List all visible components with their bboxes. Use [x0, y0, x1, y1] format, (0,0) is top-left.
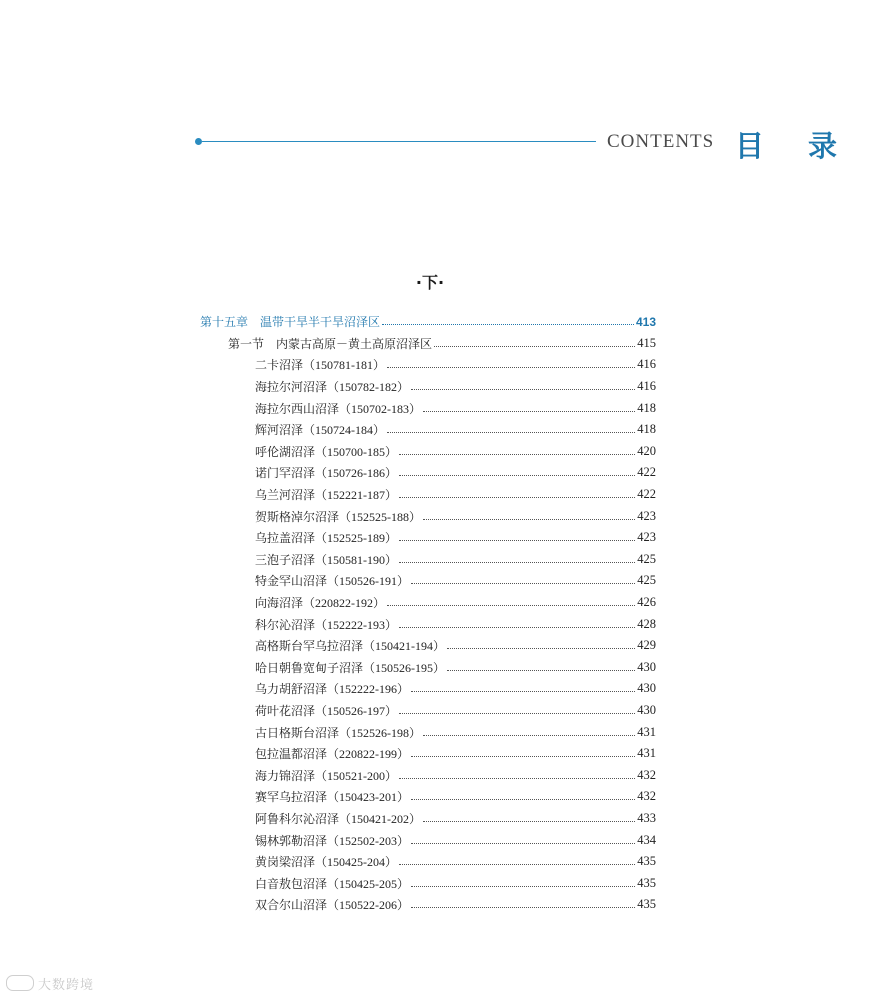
entry-title	[200, 702, 397, 719]
toc-entry[interactable]	[200, 441, 656, 463]
entry-title	[200, 810, 421, 827]
dot-leader	[387, 432, 635, 433]
toc-entry[interactable]	[200, 527, 656, 549]
entry-code: （150700-185）	[315, 444, 398, 459]
entry-name: 乌拉盖沼泽	[255, 531, 316, 546]
entry-page: 431	[637, 724, 656, 739]
toc-entry[interactable]	[200, 743, 656, 765]
dot-leader	[411, 691, 635, 692]
toc-entry[interactable]	[200, 764, 656, 786]
dot-leader	[423, 821, 635, 822]
dot-leader	[411, 756, 635, 757]
entry-name: 赛罕乌拉沼泽	[255, 790, 328, 805]
entry-title	[200, 443, 397, 460]
entry-name: 海拉尔河沼泽	[255, 380, 328, 395]
entry-title	[200, 875, 409, 892]
entry-title	[200, 637, 445, 654]
entry-name: 阿鲁科尔沁沼泽	[255, 811, 340, 826]
entry-page: 428	[637, 616, 656, 631]
dot-leader	[399, 454, 635, 455]
entry-name: 荷叶花沼泽	[255, 703, 316, 718]
dot-leader	[399, 475, 635, 476]
entry-title	[200, 724, 421, 741]
entry-code: （152525-188）	[339, 509, 422, 524]
entry-code: （152221-187）	[315, 488, 398, 503]
dot-leader	[399, 627, 635, 628]
entry-page: 422	[637, 465, 656, 480]
entry-name: 科尔沁沼泽	[255, 617, 316, 632]
toc-entry[interactable]	[200, 376, 656, 398]
entry-name: 贺斯格淖尔沼泽	[255, 509, 340, 524]
toc-entry[interactable]	[200, 678, 656, 700]
entry-page: 418	[637, 422, 656, 437]
entry-code: （220822-192）	[303, 596, 386, 611]
entry-title	[200, 594, 385, 611]
toc-entry[interactable]	[200, 635, 656, 657]
entry-title	[200, 788, 409, 805]
entry-code: （150581-190）	[315, 552, 398, 567]
toc-entry[interactable]	[200, 657, 656, 679]
entry-page: 432	[637, 789, 656, 804]
entry-name: 海拉尔西山沼泽	[255, 401, 340, 416]
chapter-title: 第十五章 温带干旱半干旱沼泽区	[200, 315, 381, 330]
toc-entry[interactable]	[200, 505, 656, 527]
dot-leader	[411, 389, 635, 390]
toc-entry[interactable]	[200, 851, 656, 873]
entry-title	[200, 486, 397, 503]
entry-title	[200, 400, 421, 417]
dot-leader	[411, 799, 635, 800]
entry-code: （152222-196）	[327, 682, 410, 697]
entry-title	[200, 551, 397, 568]
entry-code: （150423-201）	[327, 790, 410, 805]
entry-name: 哈日朝鲁宽甸子沼泽	[255, 660, 364, 675]
toc-entry[interactable]	[200, 829, 656, 851]
entry-page: 422	[637, 487, 656, 502]
toc-entry[interactable]	[200, 872, 656, 894]
dot-leader	[423, 411, 635, 412]
entry-page: 435	[637, 897, 656, 912]
entry-page: 416	[637, 379, 656, 394]
entry-title	[200, 767, 397, 784]
entry-code: （150421-194）	[363, 639, 446, 654]
toc-entry[interactable]	[200, 613, 656, 635]
entry-page: 423	[637, 508, 656, 523]
entry-page: 423	[637, 530, 656, 545]
chapter-page: 413	[635, 314, 656, 329]
entry-name: 黄岗梁沼泽	[255, 855, 316, 870]
toc-entry[interactable]	[200, 462, 656, 484]
toc-entry[interactable]	[200, 419, 656, 441]
entry-name: 诺门罕沼泽	[255, 466, 316, 481]
dot-leader	[411, 843, 635, 844]
toc-entry[interactable]	[200, 894, 656, 916]
entry-code: （152525-189）	[315, 531, 398, 546]
entry-code: （150782-182）	[327, 380, 410, 395]
table-of-contents	[200, 311, 656, 916]
toc-entry[interactable]	[200, 808, 656, 830]
entry-code: （150726-186）	[315, 466, 398, 481]
entry-code: （220822-199）	[327, 747, 410, 762]
entry-page: 435	[637, 854, 656, 869]
entry-name: 双合尔山沼泽	[255, 898, 328, 913]
header-dot	[195, 138, 202, 145]
section-page: 415	[637, 335, 656, 350]
entry-page: 430	[637, 659, 656, 674]
entry-title	[200, 529, 397, 546]
entry-title	[200, 572, 409, 589]
toc-entries	[200, 354, 656, 915]
dot-leader	[411, 583, 635, 584]
toc-section[interactable]	[200, 333, 656, 355]
toc-entry[interactable]	[200, 397, 656, 419]
entry-code: （150425-205）	[327, 876, 410, 891]
section-title: 第一节 内蒙古高原－黄土高原沼泽区	[228, 336, 433, 351]
watermark	[6, 974, 94, 993]
entry-code: （152502-203）	[327, 833, 410, 848]
entry-title	[200, 896, 409, 913]
dot-leader	[399, 562, 635, 563]
entry-page: 426	[637, 595, 656, 610]
dot-leader	[399, 713, 635, 714]
entry-code: （152222-193）	[315, 617, 398, 632]
entry-name: 二卡沼泽	[255, 358, 304, 373]
entry-page: 420	[637, 443, 656, 458]
entry-code: （152526-198）	[339, 725, 422, 740]
entry-page: 431	[637, 746, 656, 761]
dot-leader	[387, 605, 635, 606]
entry-title	[200, 616, 397, 633]
entry-page: 434	[637, 832, 656, 847]
toc-entry[interactable]	[200, 570, 656, 592]
entry-page: 429	[637, 638, 656, 653]
entry-name: 乌兰河沼泽	[255, 488, 316, 503]
entry-code: （150526-195）	[363, 660, 446, 675]
entry-name: 白音敖包沼泽	[255, 876, 328, 891]
toc-entry[interactable]	[200, 592, 656, 614]
entry-page: 432	[637, 767, 656, 782]
dot-leader	[382, 324, 634, 325]
dot-leader	[411, 886, 635, 887]
entry-code: （150781-181）	[303, 358, 386, 373]
entry-name: 呼伦湖沼泽	[255, 444, 316, 459]
entry-code: （150526-197）	[315, 703, 398, 718]
toc-entry[interactable]	[200, 549, 656, 571]
entry-title	[200, 853, 397, 870]
toc-entry[interactable]	[200, 354, 656, 376]
watermark-logo-icon	[6, 975, 34, 991]
header-rule	[202, 141, 596, 142]
dot-leader	[447, 648, 635, 649]
dot-leader	[387, 367, 635, 368]
dot-leader	[447, 670, 635, 671]
watermark-text: 大数跨境	[38, 978, 95, 993]
entry-page: 416	[637, 357, 656, 372]
contents-label: CONTENTS	[607, 131, 715, 152]
entry-name: 辉河沼泽	[255, 423, 304, 438]
entry-title	[200, 659, 445, 676]
entry-title	[200, 680, 409, 697]
dot-leader	[434, 346, 635, 347]
dot-leader	[399, 864, 635, 865]
dot-leader	[423, 735, 635, 736]
entry-page: 430	[637, 702, 656, 717]
entry-name: 特金罕山沼泽	[255, 574, 328, 589]
toc-entry[interactable]	[200, 484, 656, 506]
entry-page: 435	[637, 875, 656, 890]
contents-header	[195, 124, 881, 163]
entry-name: 包拉温都沼泽	[255, 747, 328, 762]
dot-leader	[411, 907, 635, 908]
entry-title	[200, 356, 385, 373]
entry-code: （150425-204）	[315, 855, 398, 870]
dot-leader	[399, 497, 635, 498]
entry-name: 高格斯台罕乌拉沼泽	[255, 639, 364, 654]
entry-code: （150522-206）	[327, 898, 410, 913]
entry-page: 425	[637, 551, 656, 566]
entry-title	[200, 745, 409, 762]
entry-name: 锡林郭勒沼泽	[255, 833, 328, 848]
entry-title	[200, 464, 397, 481]
entry-code: （150421-202）	[339, 811, 422, 826]
dot-leader	[423, 519, 635, 520]
toc-chapter[interactable]	[200, 311, 656, 333]
entry-name: 海力锦沼泽	[255, 768, 316, 783]
toc-entry[interactable]	[200, 786, 656, 808]
entry-name: 古日格斯台沼泽	[255, 725, 340, 740]
entry-name: 向海沼泽	[255, 596, 304, 611]
entry-code: （150526-191）	[327, 574, 410, 589]
entry-title	[200, 378, 409, 395]
entry-name: 三泡子沼泽	[255, 552, 316, 567]
entry-code: （150521-200）	[315, 768, 398, 783]
entry-title	[200, 508, 421, 525]
entry-page: 430	[637, 681, 656, 696]
volume-marker: ·下·	[415, 273, 445, 292]
dot-leader	[399, 778, 635, 779]
entry-title	[200, 421, 385, 438]
mulu-title: 目录	[735, 129, 881, 163]
entry-page: 425	[637, 573, 656, 588]
toc-entry[interactable]	[200, 721, 656, 743]
entry-page: 433	[637, 810, 656, 825]
entry-code: （150702-183）	[339, 401, 422, 416]
entry-title	[200, 832, 409, 849]
dot-leader	[399, 540, 635, 541]
entry-name: 乌力胡舒沼泽	[255, 682, 328, 697]
toc-entry[interactable]	[200, 700, 656, 722]
entry-code: （150724-184）	[303, 423, 386, 438]
entry-page: 418	[637, 400, 656, 415]
